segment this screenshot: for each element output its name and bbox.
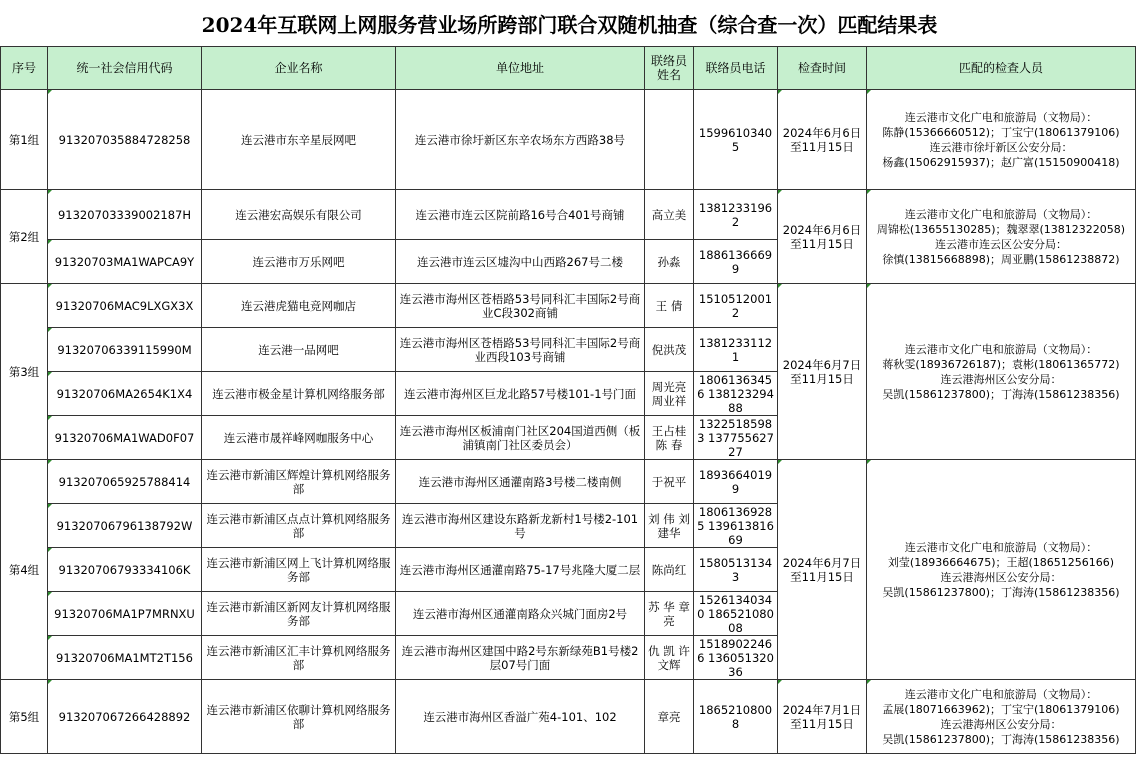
contact-name: 高立美	[645, 190, 694, 240]
inspector-line: 连云港海州区公安分局：	[940, 570, 1062, 584]
contact-name: 仇 凯 许文辉	[645, 636, 694, 680]
table-row	[1, 284, 1136, 328]
inspector-line: 蒋秋雯(18936726187)；袁彬(18061365772)	[882, 357, 1120, 371]
col-header-contact: 联络员姓名	[645, 47, 694, 90]
contact-name: 于祝平	[645, 460, 694, 504]
credit-code: 91320706MA1MT2T156	[48, 636, 202, 680]
col-header-time: 检查时间	[778, 47, 867, 90]
group-seq: 第4组	[1, 460, 48, 680]
contact-name: 王 倩	[645, 284, 694, 328]
inspector-line: 吴凯(15861237800)；丁海涛(15861238356)	[882, 732, 1120, 746]
inspector-line: 连云港海州区公安分局：	[940, 717, 1062, 731]
col-header-name: 企业名称	[202, 47, 396, 90]
check-time: 2024年6月6日至11月15日	[778, 190, 867, 284]
inspector-line: 连云港市连云区公安分局：	[935, 237, 1067, 251]
contact-phone: 15805131343	[694, 548, 778, 592]
inspector-line: 吴凯(15861237800)；丁海涛(15861238356)	[882, 585, 1120, 599]
inspector-line: 徐慎(13815668898)；周亚鹏(15861238872)	[882, 252, 1120, 266]
inspector-line: 陈静(15366660512)；丁宝宁(18061379106)	[882, 125, 1120, 139]
table-row	[1, 90, 1136, 190]
inspector-line: 连云港市文化广电和旅游局（文物局）：	[904, 110, 1098, 124]
company-address: 连云港市海州区通灌南路3号楼二楼南侧	[396, 460, 645, 504]
credit-code: 913207065925788414	[48, 460, 202, 504]
company-name: 连云港市新浦区网上飞计算机网络服务部	[202, 548, 396, 592]
company-name: 连云港市新浦区新网友计算机网络服务部	[202, 592, 396, 636]
table-row	[1, 680, 1136, 754]
company-name: 连云港宏高娱乐有限公司	[202, 190, 396, 240]
result-table	[0, 46, 1136, 754]
contact-phone: 13812331121	[694, 328, 778, 372]
contact-phone: 13225185983 13775562727	[694, 416, 778, 460]
company-address: 连云港市徐圩新区东辛农场东方西路38号	[396, 90, 645, 190]
inspector-line: 杨鑫(15062915937)；赵广富(15150900418)	[882, 155, 1120, 169]
contact-name	[645, 90, 694, 190]
company-address: 连云港市海州区苍梧路53号同科汇丰国际2号商业C段302商铺	[396, 284, 645, 328]
contact-phone: 15189022466 13605132036	[694, 636, 778, 680]
header-row	[1, 47, 1136, 90]
col-header-inspectors: 匹配的检查人员	[867, 47, 1136, 90]
check-time: 2024年6月7日至11月15日	[778, 284, 867, 460]
company-address: 连云港市海州区建国中路2号东新绿苑B1号楼2层07号门面	[396, 636, 645, 680]
contact-name: 王占桂 陈 春	[645, 416, 694, 460]
col-header-seq: 序号	[1, 47, 48, 90]
col-header-code: 统一社会信用代码	[48, 47, 202, 90]
company-address: 连云港市海州区通灌南路75-17号兆隆大厦二层	[396, 548, 645, 592]
contact-phone: 18936640199	[694, 460, 778, 504]
inspectors	[867, 284, 1136, 460]
company-address: 连云港市连云区墟沟中山西路267号二楼	[396, 240, 645, 284]
company-address: 连云港市连云区院前路16号合401号商铺	[396, 190, 645, 240]
inspectors	[867, 90, 1136, 190]
credit-code: 913207035884728258	[48, 90, 202, 190]
company-name: 连云港市极金星计算机网络服务部	[202, 372, 396, 416]
inspectors	[867, 190, 1136, 284]
contact-phone: 18061363456 13812329488	[694, 372, 778, 416]
group-seq: 第1组	[1, 90, 48, 190]
group-seq: 第3组	[1, 284, 48, 460]
inspector-line: 连云港市徐圩新区公安分局：	[929, 140, 1073, 154]
company-address: 连云港市海州区板浦南门社区204国道西侧（板浦镇南门社区委员会）	[396, 416, 645, 460]
contact-name: 陈尚红	[645, 548, 694, 592]
credit-code: 91320706MA1P7MRNXU	[48, 592, 202, 636]
inspector-line: 连云港海州区公安分局：	[940, 372, 1062, 386]
check-time: 2024年7月1日至11月15日	[778, 680, 867, 754]
inspector-line: 连云港市文化广电和旅游局（文物局）：	[904, 687, 1098, 701]
inspector-line: 连云港市文化广电和旅游局（文物局）：	[904, 342, 1098, 356]
contact-name: 孙淼	[645, 240, 694, 284]
company-name: 连云港一品网吧	[202, 328, 396, 372]
credit-code: 91320703MA1WAPCA9Y	[48, 240, 202, 284]
group-seq: 第2组	[1, 190, 48, 284]
contact-phone: 18652108008	[694, 680, 778, 754]
company-address: 连云港市海州区香溢广苑4-101、102	[396, 680, 645, 754]
company-name: 连云港市新浦区辉煌计算机网络服务部	[202, 460, 396, 504]
credit-code: 91320703339002187H	[48, 190, 202, 240]
contact-phone: 18861366699	[694, 240, 778, 284]
company-name: 连云港市新浦区点点计算机网络服务部	[202, 504, 396, 548]
col-header-address: 单位地址	[396, 47, 645, 90]
company-name: 连云港虎猫电竞网咖店	[202, 284, 396, 328]
contact-phone: 15105120012	[694, 284, 778, 328]
inspectors	[867, 460, 1136, 680]
contact-phone: 15996103405	[694, 90, 778, 190]
company-name: 连云港市晟祥峰网咖服务中心	[202, 416, 396, 460]
company-name: 连云港市万乐网吧	[202, 240, 396, 284]
company-name: 连云港市新浦区汇丰计算机网络服务部	[202, 636, 396, 680]
credit-code: 91320706339115990M	[48, 328, 202, 372]
check-time: 2024年6月6日至11月15日	[778, 90, 867, 190]
company-address: 连云港市海州区苍梧路53号同科汇丰国际2号商业西段103号商铺	[396, 328, 645, 372]
group-seq: 第5组	[1, 680, 48, 754]
table-row	[1, 460, 1136, 504]
inspector-line: 连云港市文化广电和旅游局（文物局）：	[904, 207, 1098, 221]
table-row	[1, 190, 1136, 240]
credit-code: 91320706793334106K	[48, 548, 202, 592]
company-address: 连云港市海州区通灌南路众兴城门面房2号	[396, 592, 645, 636]
inspector-line: 吴凯(15861237800)；丁海涛(15861238356)	[882, 387, 1120, 401]
table-body	[1, 90, 1136, 754]
credit-code: 91320706MA1WAD0F07	[48, 416, 202, 460]
contact-name: 倪洪茂	[645, 328, 694, 372]
check-time: 2024年6月7日至11月15日	[778, 460, 867, 680]
credit-code: 91320706796138792W	[48, 504, 202, 548]
company-name: 连云港市东辛星辰网吧	[202, 90, 396, 190]
credit-code: 91320706MAC9LXGX3X	[48, 284, 202, 328]
contact-phone: 15261340340 18652108008	[694, 592, 778, 636]
company-name: 连云港市新浦区依聊计算机网络服务部	[202, 680, 396, 754]
inspectors	[867, 680, 1136, 754]
contact-name: 苏 华 章 亮	[645, 592, 694, 636]
inspector-line: 刘莹(18936664675)；王超(18651256166)	[887, 555, 1115, 569]
inspector-line: 连云港市文化广电和旅游局（文物局）：	[904, 540, 1098, 554]
contact-phone: 18061369285 13961381669	[694, 504, 778, 548]
credit-code: 913207067266428892	[48, 680, 202, 754]
contact-name: 周光亮 周业祥	[645, 372, 694, 416]
inspector-line: 周锦松(13655130285)；魏翠翠(13812322058)	[876, 222, 1126, 236]
inspector-line: 孟展(18071663962)；丁宝宁(18061379106)	[882, 702, 1120, 716]
company-address: 连云港市海州区巨龙北路57号楼101-1号门面	[396, 372, 645, 416]
company-address: 连云港市海州区建设东路新龙新村1号楼2-101号	[396, 504, 645, 548]
col-header-phone: 联络员电话	[694, 47, 778, 90]
page-title: 2024年互联网上网服务营业场所跨部门联合双随机抽查（综合查一次）匹配结果表	[201, 12, 938, 37]
contact-name: 章亮	[645, 680, 694, 754]
credit-code: 91320706MA2654K1X4	[48, 372, 202, 416]
contact-name: 刘 伟 刘建华	[645, 504, 694, 548]
contact-phone: 13812331962	[694, 190, 778, 240]
